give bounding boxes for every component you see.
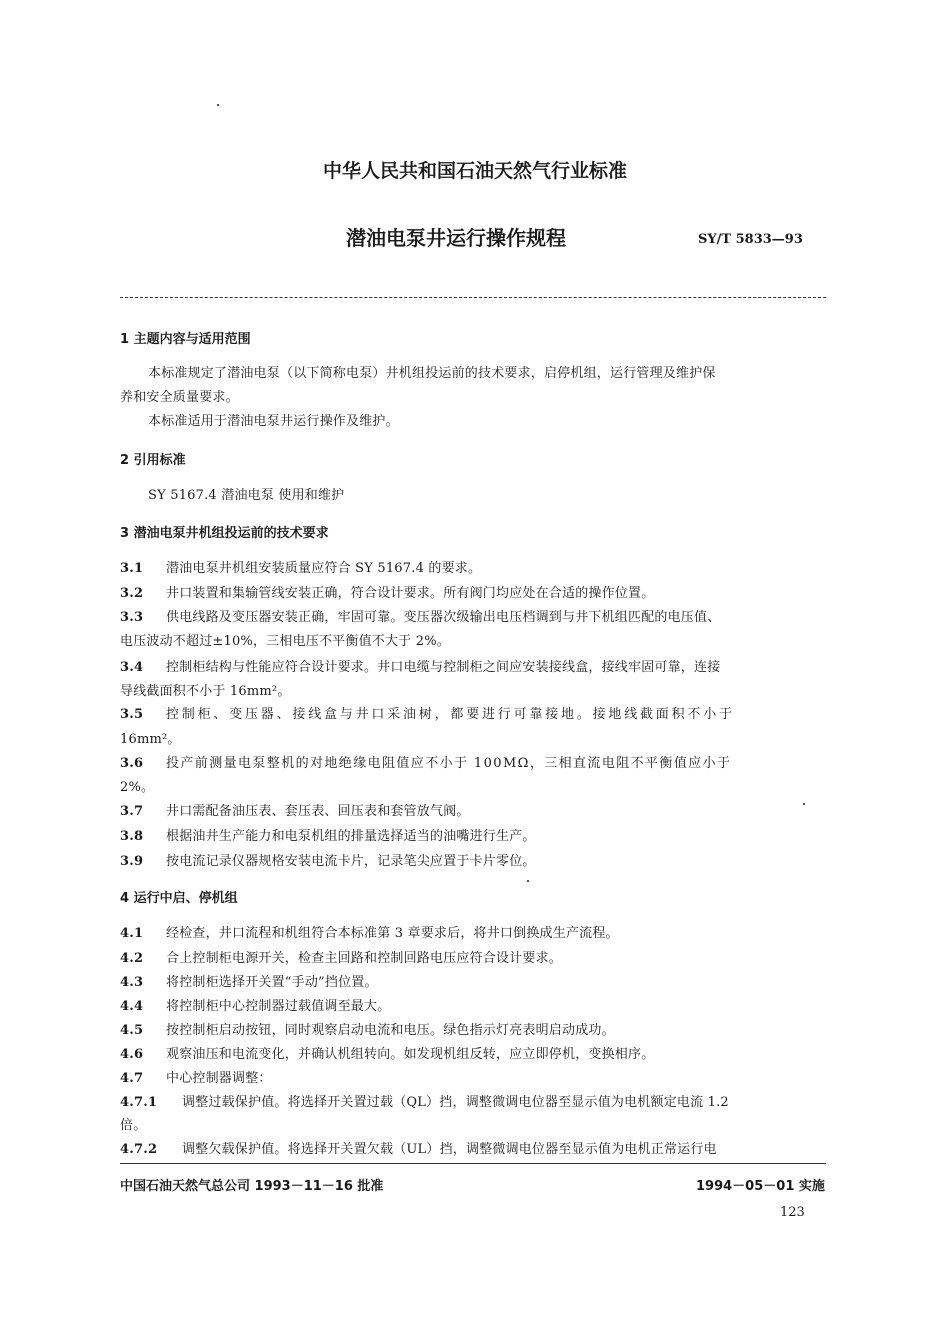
section-1-paragraph-1-line-1: 本标准规定了潜油电泵（以下简称电泵）井机组投运前的技术要求，启停机组，运行管理及维护保 — [148, 366, 716, 381]
clause-text: 井口装置和集输管线安装正确，符合设计要求。所有阀门均应处在合适的操作位置。 — [166, 586, 655, 601]
clause-number: 4.7 — [120, 1071, 144, 1086]
footer-divider — [120, 1163, 826, 1164]
clause-text: 调整过载保护值。将选择开关置过载（QL）挡，调整微调电位器至显示值为电机额定电流 1.2 — [182, 1095, 729, 1110]
clause-4-6 — [120, 1043, 654, 1062]
clause-text: 中心控制器调整： — [166, 1071, 272, 1086]
clause-3-6 — [120, 752, 731, 771]
scan-speck — [527, 880, 529, 882]
clause-text: 按控制柜启动按钮，同时观察启动电流和电压。绿色指示灯亮表明启动成功。 — [166, 1023, 615, 1038]
clause-4-7-1-continued: 倍。 — [120, 1118, 147, 1133]
clause-3-3-continued: 电压波动不超过±10%，三相电压不平衡值不大于 2%。 — [120, 634, 450, 649]
clause-number: 3.9 — [120, 854, 144, 869]
clause-text: 控制柜结构与性能应符合设计要求。井口电缆与控制柜之间应安装接线盒，接线牢固可靠，连接 — [166, 660, 721, 675]
clause-4-5 — [120, 1019, 615, 1038]
clause-number: 4.7.1 — [120, 1095, 158, 1110]
clause-3-9 — [120, 850, 536, 869]
clause-3-5 — [120, 703, 735, 722]
scan-speck — [217, 104, 219, 106]
clause-text: 控制柜、变压器、接线盒与井口采油树，都要进行可靠接地。接地线截面积不小于 — [166, 707, 735, 722]
clause-text: 经检查，井口流程和机组符合本标准第 3 章要求后，将井口倒换成生产流程。 — [166, 926, 619, 941]
scan-speck — [803, 803, 805, 805]
effective-date: 1994－05－01 实施 — [696, 1179, 825, 1194]
clause-number: 4.3 — [120, 975, 144, 990]
clause-number: 3.8 — [120, 829, 144, 844]
clause-number: 4.2 — [120, 951, 144, 966]
clause-4-7-2 — [120, 1138, 717, 1157]
clause-text: 井口需配备油压表、套压表、回压表和套管放气阀。 — [166, 804, 470, 819]
clause-3-8 — [120, 825, 536, 844]
clause-3-5-continued: 16mm²。 — [120, 732, 181, 747]
clause-number: 3.4 — [120, 660, 144, 675]
clause-4-7 — [120, 1067, 272, 1086]
clause-4-7-1 — [120, 1091, 729, 1110]
clause-number: 4.1 — [120, 926, 144, 941]
clause-number: 3.3 — [120, 610, 144, 625]
clause-text: 投产前测量电泵整机的对地绝缘电阻值应不小于 100MΩ，三相直流电阻不平衡值应小于 — [166, 756, 732, 771]
approval-date: 中国石油天然气总公司 1993－11－16 批准 — [120, 1179, 384, 1194]
clause-text: 观察油压和电流变化，并确认机组转向。如发现机组反转，应立即停机，变换相序。 — [166, 1047, 655, 1062]
section-2-heading: 2 引用标准 — [120, 453, 186, 468]
clause-text: 调整欠载保护值。将选择开关置欠载（UL）挡，调整微调电位器至显示值为电机正常运行电 — [182, 1142, 717, 1157]
clause-3-6-continued: 2%。 — [120, 780, 155, 795]
document-title: 潜油电泵井运行操作规程 — [346, 226, 566, 250]
clause-number: 4.4 — [120, 999, 144, 1014]
clause-text: 合上控制柜电源开关，检查主回路和控制回路电压应符合设计要求。 — [166, 951, 563, 966]
clause-number: 3.6 — [120, 756, 144, 771]
clause-3-4-continued: 导线截面积不小于 16mm²。 — [120, 684, 291, 699]
section-1-paragraph-1-line-2: 养和安全质量要求。 — [120, 390, 239, 405]
clause-text: 将控制柜选择开关置“手动”挡位置。 — [166, 975, 378, 990]
document-code: SY/T 5833—93 — [698, 232, 803, 247]
clause-3-4 — [120, 656, 720, 675]
clause-number: 3.7 — [120, 804, 144, 819]
clause-text: 潜油电泵井机组安装质量应符合 SY 5167.4 的要求。 — [166, 561, 482, 576]
section-1-paragraph-2: 本标准适用于潜油电泵井运行操作及维护。 — [148, 414, 399, 429]
section-4-heading: 4 运行中启、停机组 — [120, 891, 238, 906]
standard-title: 中华人民共和国石油天然气行业标准 — [322, 160, 627, 182]
clause-text: 将控制柜中心控制器过载值调至最大。 — [166, 999, 391, 1014]
clause-number: 3.2 — [120, 586, 144, 601]
clause-4-2 — [120, 947, 562, 966]
header-divider — [120, 297, 826, 298]
clause-text: 供电线路及变压器安装正确，牢固可靠。变压器次级输出电压档调到与井下机组匹配的电压值、 — [166, 610, 721, 625]
clause-4-3 — [120, 971, 378, 990]
clause-number: 3.1 — [120, 561, 144, 576]
clause-text: 根据油井生产能力和电泵机组的排量选择适当的油嘴进行生产。 — [166, 829, 536, 844]
clause-number: 3.5 — [120, 707, 144, 722]
clause-number: 4.6 — [120, 1047, 144, 1062]
clause-3-2 — [120, 582, 654, 601]
section-3-heading: 3 潜油电泵井机组投运前的技术要求 — [120, 526, 329, 541]
page-number: 123 — [780, 1205, 805, 1220]
referenced-standard: SY 5167.4 潜油电泵 使用和维护 — [148, 488, 345, 503]
clause-number: 4.5 — [120, 1023, 144, 1038]
clause-4-4 — [120, 995, 390, 1014]
clause-3-1 — [120, 557, 481, 576]
clause-number: 4.7.2 — [120, 1142, 158, 1157]
section-1-heading: 1 主题内容与适用范围 — [120, 332, 251, 347]
clause-3-7 — [120, 800, 470, 819]
clause-text: 按电流记录仪器规格安装电流卡片，记录笔尖应置于卡片零位。 — [166, 854, 536, 869]
clause-4-1 — [120, 922, 619, 941]
clause-3-3 — [120, 606, 720, 625]
